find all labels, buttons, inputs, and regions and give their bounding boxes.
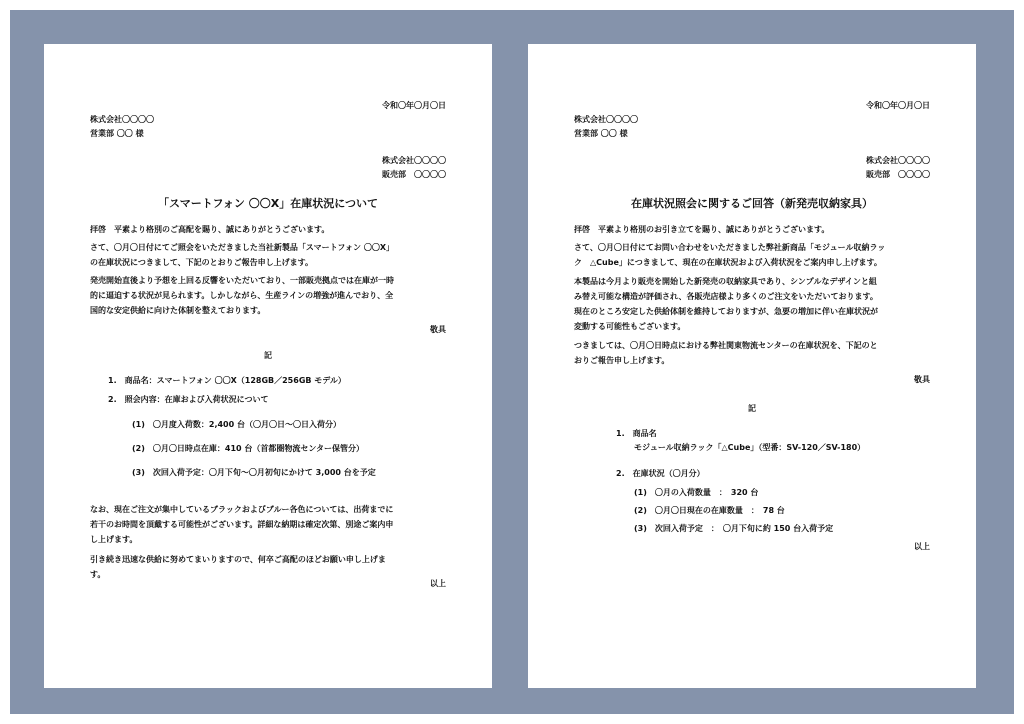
date: 令和〇年〇月〇日 (382, 101, 446, 110)
list-item: 2. 在庫状況（〇月分） (616, 469, 705, 478)
list-item: 1. 商品名 (616, 429, 657, 438)
closing-keigu: 敬具 (430, 325, 446, 334)
sub-list-item: (1) 〇月度入荷数：2,400 台（〇月〇日～〇日入荷分） (132, 420, 341, 429)
body-line: 的に逼迫する状況が見られます。しかしながら、生産ラインの増強が進んでおり、全 (90, 291, 394, 300)
greeting-paragraph: 拝啓 平素より格別のご高配を賜り、誠にありがとうございます。 (90, 225, 330, 234)
body-line: 変動する可能性もございます。 (574, 322, 686, 331)
list-item: 2. 照会内容：在庫および入荷状況について (108, 395, 269, 404)
end-mark: 以上 (914, 542, 930, 551)
recipient-company: 株式会社〇〇〇〇 (574, 115, 638, 124)
document-page-left (44, 44, 492, 688)
sender-company: 株式会社〇〇〇〇 (382, 156, 446, 165)
body-line: 若干のお時間を頂戴する可能性がございます。詳細な納期は確定次第、別途ご案内申 (90, 520, 394, 529)
sender-dept: 販売部 〇〇〇〇 (866, 170, 930, 179)
greeting-paragraph: 拝啓 平素より格別のお引き立てを賜り、誠にありがとうございます。 (574, 225, 830, 234)
body-line: なお、現在ご注文が集中しているブラックおよびブルー各色については、出荷までに (90, 505, 394, 514)
body-line: 現在のところ安定した供給体制を維持しておりますが、急要の増加に伴い在庫状況が (574, 307, 878, 316)
body-line: 発売開始直後より予想を上回る反響をいただいており、一部販売拠点では在庫が一時 (90, 276, 394, 285)
body-line: 引き続き迅速な供給に努めてまいりますので、何卒ご高配のほどお願い申し上げま (90, 555, 386, 564)
body-line: の在庫状況につきまして、下記のとおりご報告申し上げます。 (90, 258, 314, 267)
sender-dept: 販売部 〇〇〇〇 (382, 170, 446, 179)
ki-heading: 記 (264, 351, 272, 360)
ki-heading: 記 (748, 404, 756, 413)
body-line: 国的な安定供給に向けた体制を整えております。 (90, 306, 266, 315)
recipient-person: 営業部 〇〇 様 (90, 129, 144, 138)
document-page-right (528, 44, 976, 688)
list-item: 1. 商品名：スマートフォン 〇〇X（128GB／256GB モデル） (108, 376, 346, 385)
end-mark: 以上 (430, 579, 446, 588)
body-line: つきましては、〇月〇日時点における弊社関東物流センターの在庫状況を、下記のと (574, 341, 878, 350)
body-line: み替え可能な構造が評価され、各販売店様より多くのご注文をいただいております。 (574, 292, 878, 301)
background-frame (10, 10, 1014, 714)
document-title: 「スマートフォン 〇〇X」在庫状況について (158, 197, 378, 210)
document-title: 在庫状況照会に関するご回答（新発売収納家具） (631, 197, 873, 210)
body-line: さて、〇月〇日付にてご照会をいただきました当社新製品「スマートフォン 〇〇X」 (90, 243, 394, 252)
recipient-company: 株式会社〇〇〇〇 (90, 115, 154, 124)
body-line: さて、〇月〇日付にてお問い合わせをいただきました弊社新商品「モジュール収納ラッ (574, 243, 886, 252)
sender-company: 株式会社〇〇〇〇 (866, 156, 930, 165)
body-line: す。 (90, 570, 106, 579)
body-line: おりご報告申し上げます。 (574, 356, 670, 365)
sub-list-item: (2) 〇月〇日現在の在庫数量 ： 78 台 (634, 506, 785, 515)
sub-list-item: (3) 次回入荷予定 ： 〇月下旬に約 150 台入荷予定 (634, 524, 834, 533)
sub-list-item: (2) 〇月〇日時点在庫：410 台（首都圏物流センター保管分） (132, 444, 365, 453)
sub-list-item: (1) 〇月の入荷数量 ： 320 台 (634, 488, 759, 497)
body-line: ク △Cube」につきまして、現在の在庫状況および入荷状況をご案内申し上げます。 (574, 258, 882, 267)
body-line: し上げます。 (90, 535, 138, 544)
list-item-detail: モジュール収納ラック「△Cube」（型番：SV-120／SV-180） (634, 443, 866, 452)
body-line: 本製品は今月より販売を開始した新発売の収納家具であり、シンプルなデザインと組 (574, 277, 877, 286)
sub-list-item: (3) 次回入荷予定：〇月下旬～〇月初旬にかけて 3,000 台を予定 (132, 468, 376, 477)
closing-keigu: 敬具 (914, 375, 930, 384)
recipient-person: 営業部 〇〇 様 (574, 129, 628, 138)
date: 令和〇年〇月〇日 (866, 101, 930, 110)
